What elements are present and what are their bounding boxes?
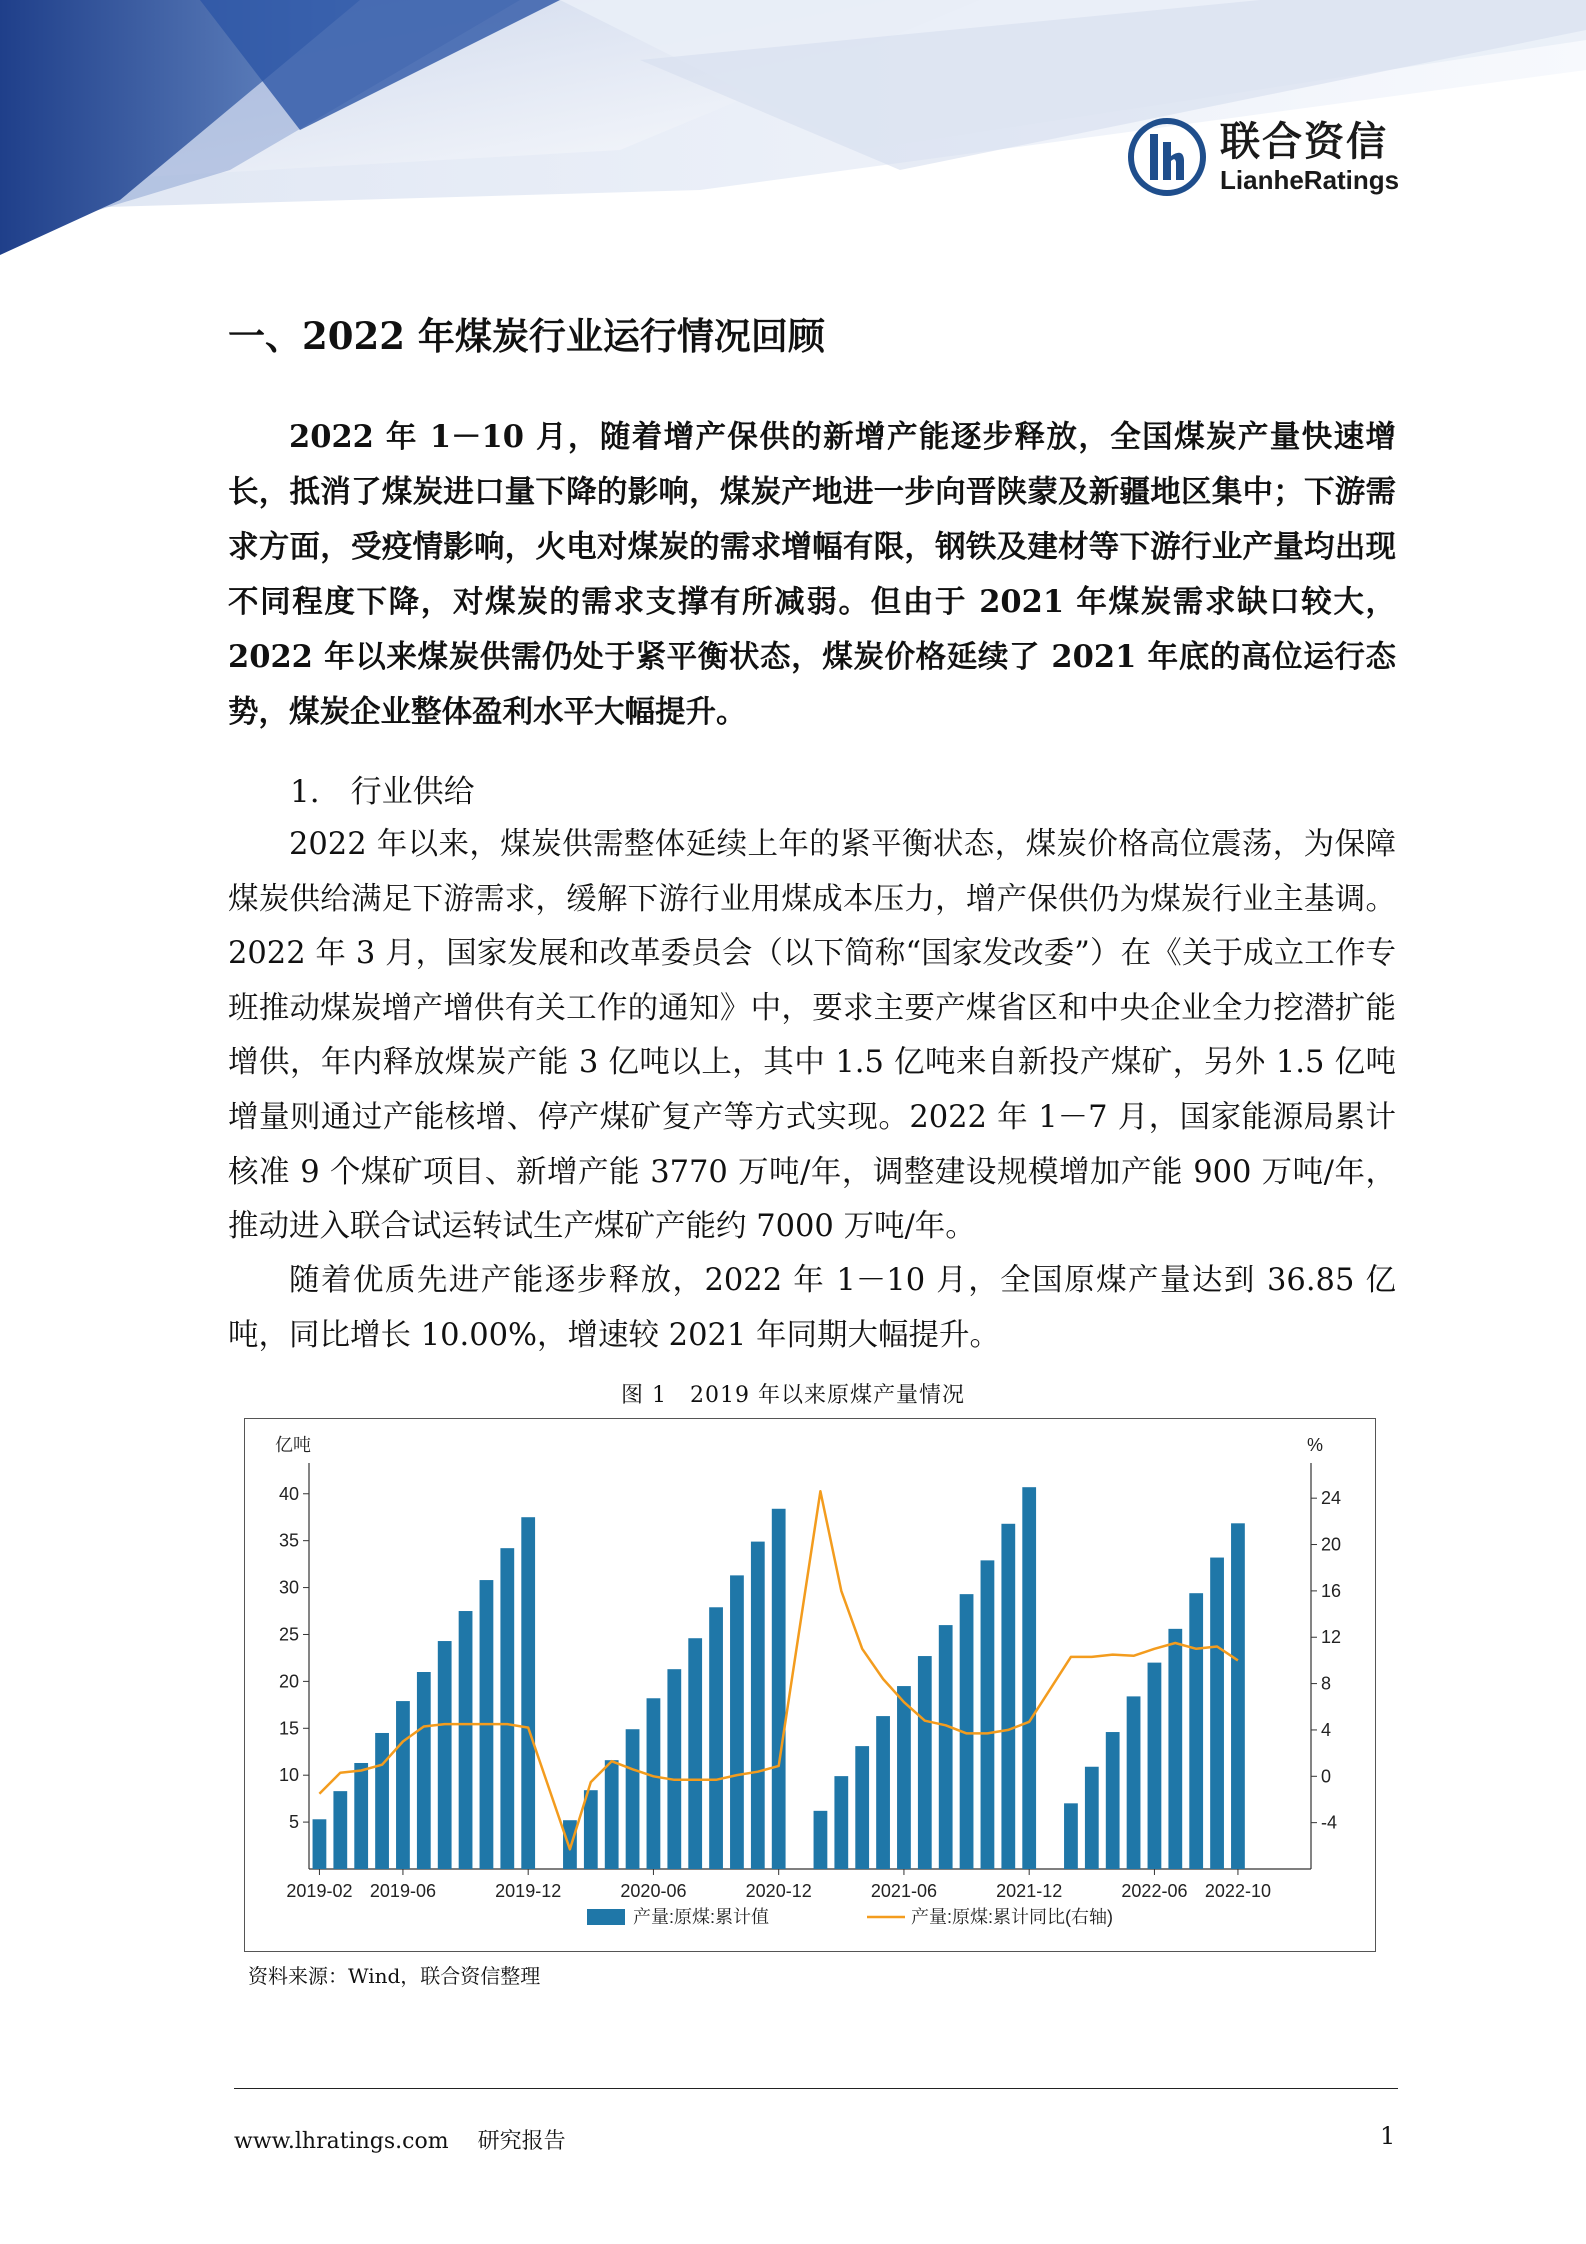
bar-output xyxy=(1022,1487,1036,1869)
bar-output xyxy=(1168,1629,1182,1869)
section-title: 一、2022 年煤炭行业运行情况回顾 xyxy=(228,314,825,358)
left-tick-label: 5 xyxy=(288,1812,299,1833)
footer-url: www.lhratings.com xyxy=(234,2129,449,2154)
bar-output xyxy=(834,1776,848,1869)
footer-left xyxy=(234,2124,566,2155)
right-tick-label: 4 xyxy=(1321,1719,1332,1740)
bar-output xyxy=(897,1686,911,1869)
left-tick-label: 30 xyxy=(278,1577,299,1598)
page-number: 1 xyxy=(1380,2122,1396,2150)
bar-output xyxy=(396,1701,410,1869)
left-tick-label: 10 xyxy=(278,1765,299,1786)
lead-paragraph: 2022 年 1－10 月，随着增产保供的新增产能逐步释放，全国煤炭产量快速增长，抵消了煤炭进口量下降的影响，煤炭产地进一步向晋陕蒙及新疆地区集中；下游需求方面，受疫情影响，火电对煤炭的需求增幅有限，钢铁及建材等下游行业产量均出现不同程度下降，对煤炭的需求支撑有所减弱。但由于 2021 年煤炭需求缺口较大，2022 年以来煤炭供需仍处于紧平衡状态，煤炭价格延续了 2021 年底的高位运行态势，煤炭企业整体盈利水平大幅提升。 xyxy=(228,419,1396,730)
bar-output xyxy=(333,1791,347,1869)
bar-output xyxy=(500,1548,514,1869)
coal-output-chart xyxy=(244,1418,1376,1952)
bar-output xyxy=(667,1669,681,1869)
x-tick-label: 2022-10 xyxy=(1204,1881,1271,1901)
bar-output xyxy=(876,1716,890,1869)
bar-output xyxy=(626,1729,640,1869)
bar-output xyxy=(354,1763,368,1869)
bar-output xyxy=(939,1625,953,1869)
bar-output xyxy=(1001,1524,1015,1869)
bar-output xyxy=(688,1638,702,1869)
bar-output xyxy=(521,1517,535,1869)
figure-caption: 图 1 2019 年以来原煤产量情况 xyxy=(621,1383,965,1408)
x-tick-label: 2020-06 xyxy=(620,1881,687,1901)
x-tick-label: 2022-06 xyxy=(1121,1881,1188,1901)
bar-output xyxy=(1085,1767,1099,1869)
right-tick-label: 16 xyxy=(1321,1580,1342,1601)
source-note: 资料来源：Wind，联合资信整理 xyxy=(248,1964,541,1988)
left-tick-label: 20 xyxy=(278,1671,299,1692)
legend-bar-swatch xyxy=(587,1909,625,1925)
bar-output xyxy=(459,1611,473,1869)
body-paragraph-supply: 2022 年以来，煤炭供需整体延续上年的紧平衡状态，煤炭价格高位震荡，为保障煤炭供给满足下游需求，缓解下游行业用煤成本压力，增产保供仍为煤炭行业主基调。2022 年 3 月，国家发展和改革委员会（以下简称“国家发改委”）在《关于成立工作专班推动煤炭增产增供有关工作的通知》中，要求主要产煤省区和中央企业全力挖潜扩能增供，年内释放煤炭产能 3 亿吨以上，其中 1.5 亿吨来自新投产煤矿，另外 1.5 亿吨增量则通过产能核增、停产煤矿复产等方式实现。2022 年 1－7 月，国家能源局累计核准 9 个煤矿项目、新增产能 3770 万吨/年，调整建设规模增加产能 900 万吨/年，推动进入联合试运转试生产煤矿产能约 7000 万吨/年。 xyxy=(228,827,1396,1245)
left-tick-label: 35 xyxy=(278,1530,299,1551)
bar-output xyxy=(563,1820,577,1869)
bar-output xyxy=(647,1698,661,1869)
footer-label: 研究报告 xyxy=(477,2129,566,2154)
bar-output xyxy=(772,1509,786,1869)
brand-name-en: LianheRatings xyxy=(1220,165,1400,195)
bar-output xyxy=(605,1760,619,1869)
left-tick-label: 25 xyxy=(278,1624,299,1645)
left-tick-label: 40 xyxy=(278,1483,299,1504)
bar-output xyxy=(1064,1803,1078,1869)
footer-divider xyxy=(234,2088,1398,2089)
right-tick-label: 0 xyxy=(1321,1766,1332,1787)
right-tick-label: 8 xyxy=(1321,1673,1332,1694)
x-tick-label: 2019-12 xyxy=(495,1881,562,1901)
left-tick-label: 15 xyxy=(278,1718,299,1739)
bar-output xyxy=(855,1746,869,1869)
x-tick-label: 2020-12 xyxy=(745,1881,812,1901)
bar-output xyxy=(1127,1696,1141,1869)
bar-output xyxy=(1231,1523,1245,1869)
lianhe-logo-icon xyxy=(1128,118,1206,196)
bar-output xyxy=(1189,1593,1203,1869)
brand-logo xyxy=(1128,118,1399,196)
bar-output xyxy=(814,1811,828,1869)
brand-name-cn: 联合资信 xyxy=(1220,119,1388,165)
bar-output xyxy=(981,1560,995,1869)
bar-output xyxy=(584,1790,598,1869)
right-tick-label: 12 xyxy=(1321,1627,1342,1648)
bar-output xyxy=(751,1542,765,1869)
x-tick-label: 2021-06 xyxy=(870,1881,937,1901)
bar-output xyxy=(313,1819,327,1869)
bar-output xyxy=(730,1575,744,1869)
legend-bar-label: 产量:原煤:累计值 xyxy=(633,1907,770,1927)
x-tick-label: 2019-02 xyxy=(286,1881,353,1901)
bar-output xyxy=(1148,1663,1162,1869)
subsection-title: 1. 行业供给 xyxy=(290,774,475,810)
right-tick-label: -4 xyxy=(1321,1812,1338,1833)
chart-canvas xyxy=(245,1419,1375,1951)
bar-output xyxy=(918,1656,932,1869)
x-tick-label: 2019-06 xyxy=(369,1881,436,1901)
bar-output xyxy=(1210,1558,1224,1869)
left-axis-unit: 亿吨 xyxy=(275,1435,311,1455)
legend-line-label: 产量:原煤:累计同比(右轴) xyxy=(911,1907,1113,1927)
bar-output xyxy=(709,1607,723,1869)
body-paragraph-output: 随着优质先进产能逐步释放，2022 年 1－10 月，全国原煤产量达到 36.85 亿吨，同比增长 10.00%，增速较 2021 年同期大幅提升。 xyxy=(228,1263,1396,1353)
bar-output xyxy=(1106,1732,1120,1869)
x-tick-label: 2021-12 xyxy=(996,1881,1063,1901)
bar-output xyxy=(417,1672,431,1869)
right-axis-unit: % xyxy=(1306,1435,1324,1455)
bar-output xyxy=(375,1733,389,1869)
right-tick-label: 20 xyxy=(1321,1534,1342,1555)
bar-output xyxy=(438,1641,452,1869)
right-tick-label: 24 xyxy=(1321,1488,1342,1509)
